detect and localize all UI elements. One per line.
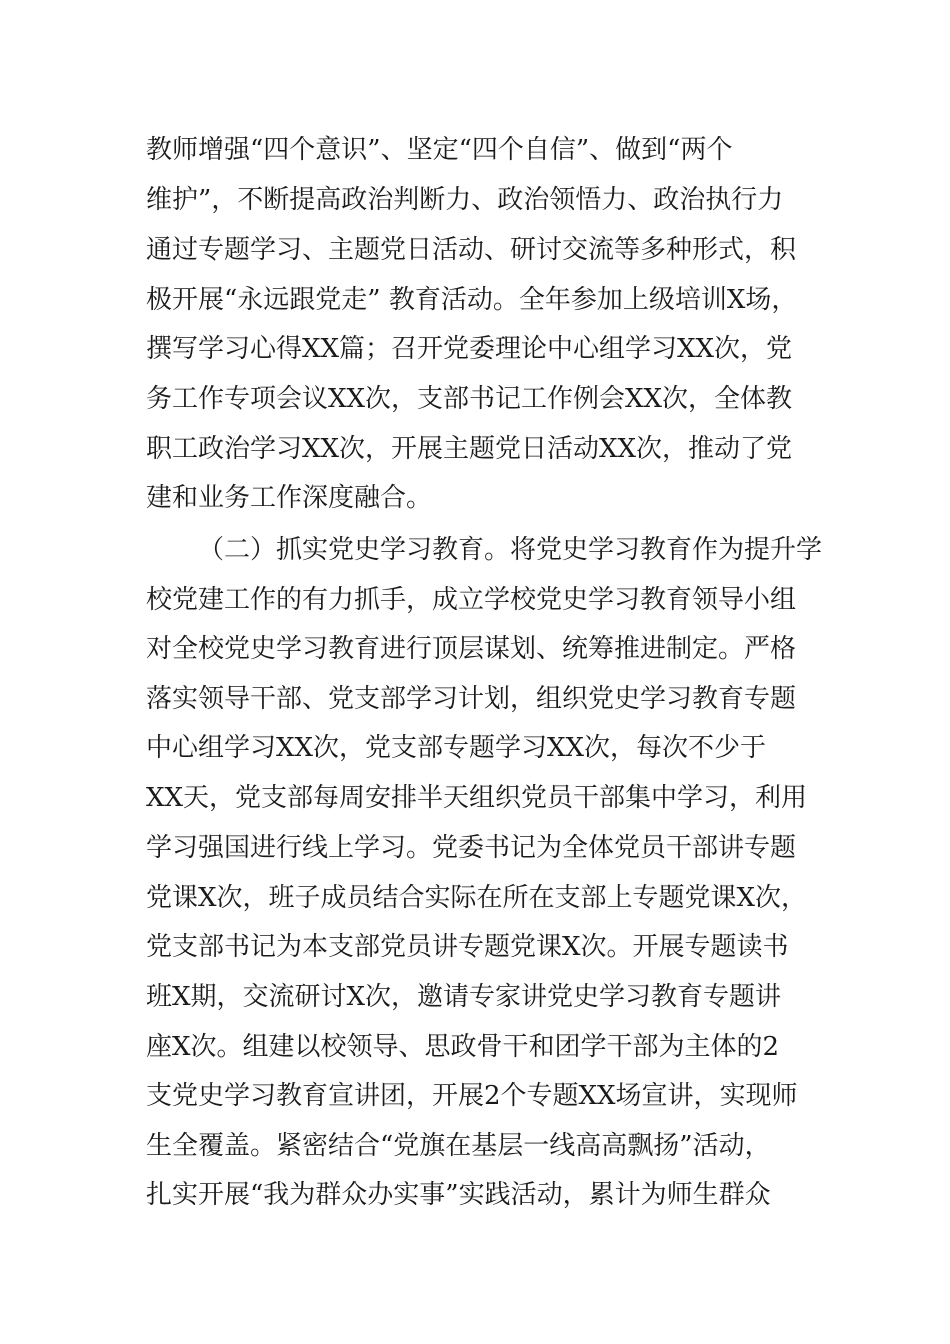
text-line: 校党建工作的有力抓手，成立学校党史学习教育领导小组 [146,585,797,615]
text-line: 扎实开展“我为群众办实事”实践活动，累计为师生群众 [146,1180,771,1210]
text-line: 通过专题学习、主题党日活动、研讨交流等多种形式，积 [146,235,797,265]
text-line: 对全校党史学习教育进行顶层谋划、统筹推进制定。严格 [146,634,797,664]
text-line: 生全覆盖。紧密结合“党旗在基层一线高高飘扬”活动， [146,1131,771,1161]
text-line: 务工作专项会议XX次，支部书记工作例会XX次，全体教 [146,384,793,414]
text-line: 职工政治学习XX次，开展主题党日活动XX次，推动了党 [146,434,793,464]
text-line: 建和业务工作深度融合。 [146,483,433,513]
text-line: 座X次。组建以校领导、思政骨干和团学干部为主体的2 [146,1032,780,1062]
text-line: 撰写学习心得XX篇；召开党委理论中心组学习XX次，党 [146,334,793,364]
text-line: 极开展“永远跟党走” 教育活动。全年参加上级培训X场， [146,285,798,315]
text-line: 党课X次，班子成员结合实际在所在支部上专题党课X次， [146,883,808,913]
text-line: 党支部书记为本支部党员讲专题党课X次。开展专题读书 [146,932,789,962]
text-line: 班X期，交流研讨X次，邀请专家讲党史学习教育专题讲 [146,982,782,1012]
text-line: 维护”，不断提高政治判断力、政治领悟力、政治执行力 [146,185,784,215]
text-line: 教师增强“四个意识”、坚定“四个自信”、做到“两个 [146,135,733,165]
section-heading-line: （二）抓实党史学习教育。将党史学习教育作为提升学 [198,535,823,565]
text-line: 落实领导干部、党支部学习计划，组织党史学习教育专题 [146,684,797,714]
text-line: 支党史学习教育宣讲团，开展2个专题XX场宣讲，实现师 [146,1081,798,1111]
text-line: 中心组学习XX次，党支部专题学习XX次，每次不少于 [146,733,767,763]
text-line: 学习强国进行线上学习。党委书记为全体党员干部讲专题 [146,833,797,863]
text-line: XX天，党支部每周安排半天组织党员干部集中学习，利用 [146,783,808,813]
